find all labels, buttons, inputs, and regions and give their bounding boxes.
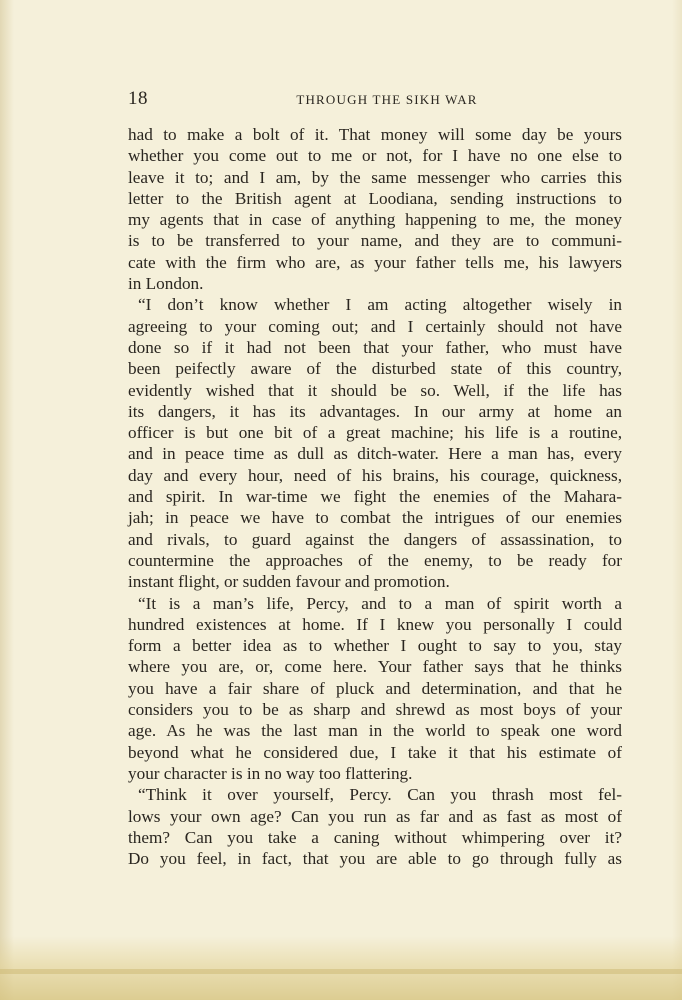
text-line: Do you feel, in fact, that you are able to go through fully as — [128, 849, 622, 869]
text-line: done so if it had not been that your father, who must have — [128, 337, 622, 357]
body-text — [128, 124, 622, 869]
text-line: “Think it over yourself, Percy. Can you thrash most fel- — [138, 785, 622, 805]
text-line: day and every hour, need of his brains, his courage, quickness, — [128, 465, 622, 485]
text-line: lows your own age? Can you run as far and as fast as most of — [128, 806, 622, 826]
text-line: and rivals, to guard against the dangers of assassination, to — [128, 529, 622, 549]
text-line: evidently wished that it should be so. Well, if the life has — [128, 380, 622, 400]
text-line: leave it to; and I am, by the same messenger who carries this — [128, 167, 622, 187]
text-line: considers you to be as sharp and shrewd as most boys of your — [128, 700, 622, 720]
text-line: hundred existences at home. If I knew you personally I could — [128, 614, 622, 634]
running-head — [128, 88, 622, 112]
text-line: officer is but one bit of a great machine; his life is a routine, — [128, 423, 622, 443]
text-line: age. As he was the last man in the world to speak one word — [128, 721, 622, 741]
text-line: my agents that in case of anything happening to me, the money — [128, 210, 622, 230]
page-edge-shading — [0, 936, 682, 1000]
text-line: jah; in peace we have to combat the intrigues of our enemies — [128, 508, 622, 528]
text-line: and spirit. In war-time we fight the enemies of the Mahara- — [128, 487, 622, 507]
text-line: beyond what he considered due, I take it that his estimate of — [128, 742, 622, 762]
text-line: cate with the firm who are, as your father tells me, his lawyers — [128, 252, 622, 272]
text-line: in London. — [128, 274, 204, 294]
text-line: your character is in no way too flattering. — [128, 763, 413, 783]
text-line: them? Can you take a caning without whimpering over it? — [128, 827, 622, 847]
text-line: been peifectly aware of the disturbed state of this country, — [128, 359, 622, 379]
text-line: letter to the British agent at Loodiana, sending instructions to — [128, 188, 622, 208]
text-line: where you are, or, come here. Your father says that he thinks — [128, 657, 622, 677]
page-edge-band — [0, 969, 682, 974]
text-line: form a better idea as to whether I ought to say to you, stay — [128, 636, 622, 656]
text-line: instant flight, or sudden favour and promotion. — [128, 572, 450, 592]
text-line: and in peace time as dull as ditch-water. Here a man has, every — [128, 444, 622, 464]
text-line: “I don’t know whether I am acting altogether wisely in — [138, 295, 622, 315]
text-line: is to be transferred to your name, and they are to communi- — [128, 231, 622, 251]
running-title: THROUGH THE SIKH WAR — [296, 92, 478, 107]
text-line: countermine the approaches of the enemy, to be ready for — [128, 550, 622, 570]
text-line: agreeing to your coming out; and I certainly should not have — [128, 316, 622, 336]
text-line: its dangers, it has its advantages. In our army at home an — [128, 401, 622, 421]
text-line: “It is a man’s life, Percy, and to a man of spirit worth a — [138, 593, 622, 613]
page-number: 18 — [128, 88, 148, 109]
text-line: whether you come out to me or not, for I have no one else to — [128, 146, 622, 166]
text-line: had to make a bolt of it. That money will some day be yours — [128, 125, 622, 144]
text-line: you have a fair share of pluck and determination, and that he — [128, 678, 622, 698]
